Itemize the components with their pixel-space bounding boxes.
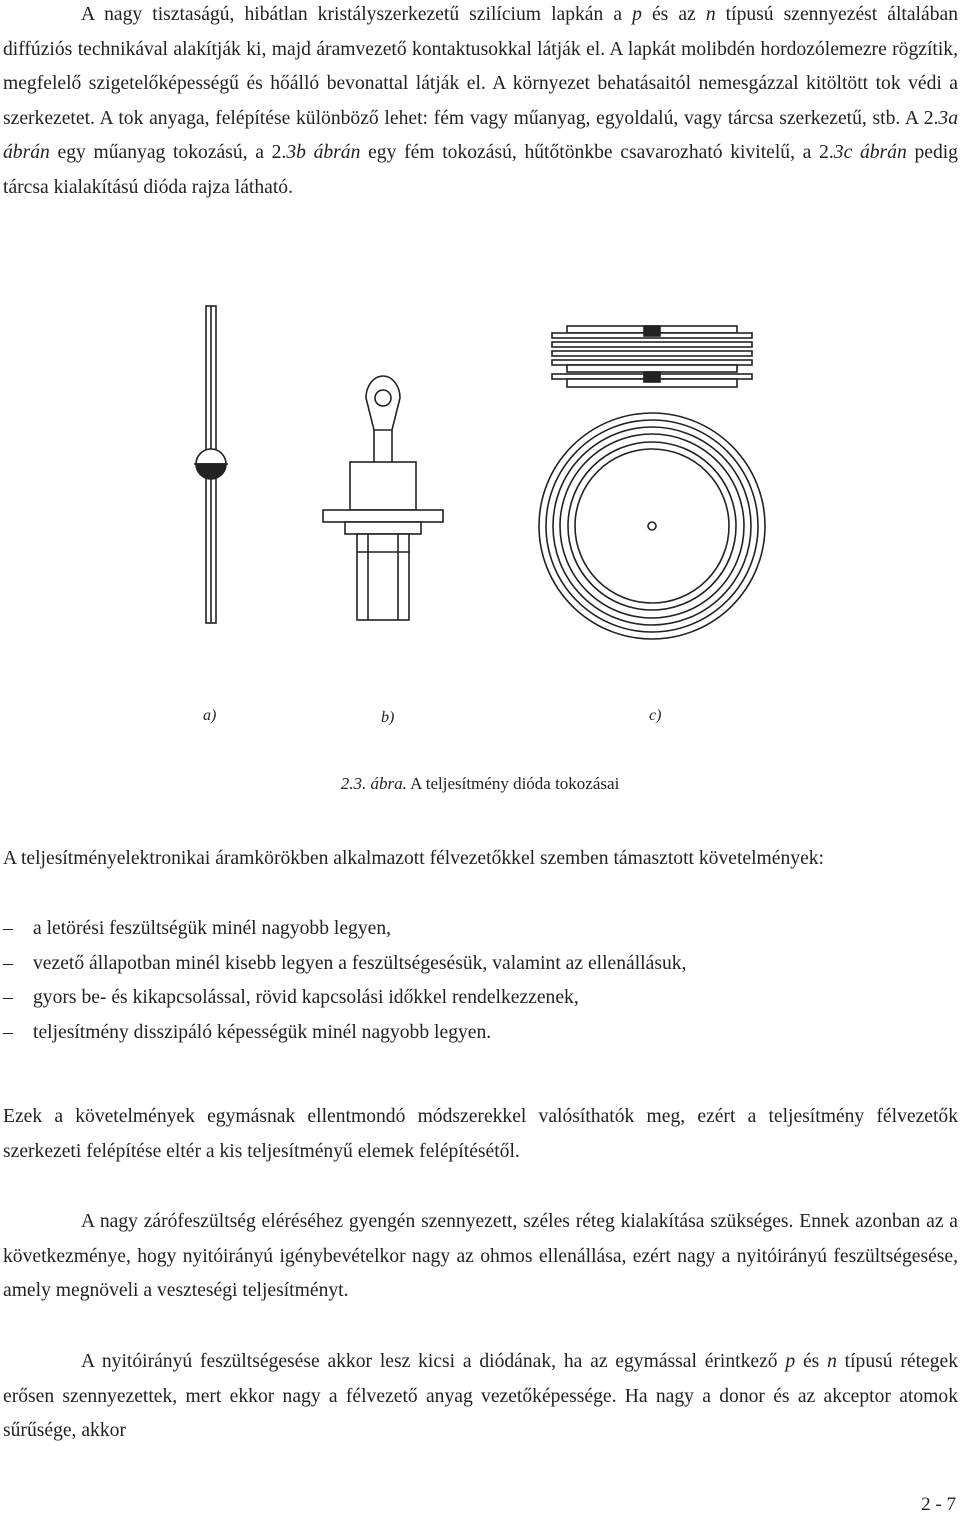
list-item: – gyors be- és kikapcsolással, rövid kapcsolási időkkel rendelkezzenek, — [3, 987, 579, 1008]
figure-label-c: c) — [649, 707, 662, 724]
list-item: – teljesítmény disszipáló képességük minél nagyobb legyen. — [3, 1021, 492, 1043]
disc-diode-drawing — [539, 326, 765, 639]
figure-label-a: a) — [203, 707, 217, 724]
caption-number: 2.3. ábra. — [340, 774, 407, 793]
figure-label-b: b) — [381, 709, 395, 726]
body-paragraph-2: A nagy zárófeszültség eléréséhez gyengén szennyezett, széles réteg kialakítása szükséges. Ennek azonban az a következménye, hogy nyitóirányú igénybevételkor nagy az ohmos ellenállása, ezért nagy a nyitóirányú feszültségesése, amely megnöveli a veszteségi teljesítményt. — [3, 1211, 958, 1301]
diode-packages-figure — [0, 296, 960, 741]
caption-text: A teljesítmény dióda tokozásai — [406, 774, 620, 793]
body-paragraph-1: Ezek a követelmények egymásnak ellentmondó módszerekkel valósíthatók meg, ezért a teljesítmény félvezetők szerkezeti felépítése eltér a kis teljesítményű elemek felépítésétől. — [3, 1106, 958, 1162]
list-item: – a letörési feszültségük minél nagyobb legyen, — [3, 918, 392, 939]
stud-diode-drawing — [323, 376, 443, 620]
intro-paragraph: A nagy tisztaságú, hibátlan kristályszerkezetű szilícium lapkán a p és az n típusú szennyezést általában diffúziós technikával alakítják ki, majd áramvezető kontaktusokkal látják el. A lapkát molibdén hordozólemezre rögzítik, megfelelő szigetelőképességű és hőálló bevonattal látják el. A környezet behatásaitól nemesgázzal kitöltött tok védi a szerkezetet. A tok anyaga, felépítése különböző lehet: fém vagy műanyag, egyoldalú, vagy tárcsa szerkezetű, stb. A 2.3a ábrán egy műanyag tokozású, a 2.3b ábrán egy fém tokozású, hűtőtönkbe csavarozható kivitelű, a 2.3c ábrán pedig tárcsa kialakítású dióda rajza látható. — [3, 4, 958, 198]
requirements-list — [3, 912, 958, 1050]
plastic-diode-drawing — [194, 306, 228, 623]
body-paragraph-3: A nyitóirányú feszültségesése akkor lesz kicsi a diódának, ha az egymással érintkező p és n típusú rétegek erősen szennyezettek, mert ekkor nagy a félvezető anyag vezetőképessége. Ha nagy a donor és az akceptor atomok sűrűsége, akkor — [3, 1351, 958, 1441]
list-item: – vezető állapotban minél kisebb legyen a feszültségesésük, valamint az ellenállásuk, — [3, 952, 687, 974]
requirements-lead: A teljesítményelektronikai áramkörökben alkalmazott félvezetőkkel szemben támasztott követelmények: — [3, 848, 825, 869]
figure-caption — [0, 774, 960, 794]
page-number: 2 - 7 — [921, 1494, 956, 1515]
